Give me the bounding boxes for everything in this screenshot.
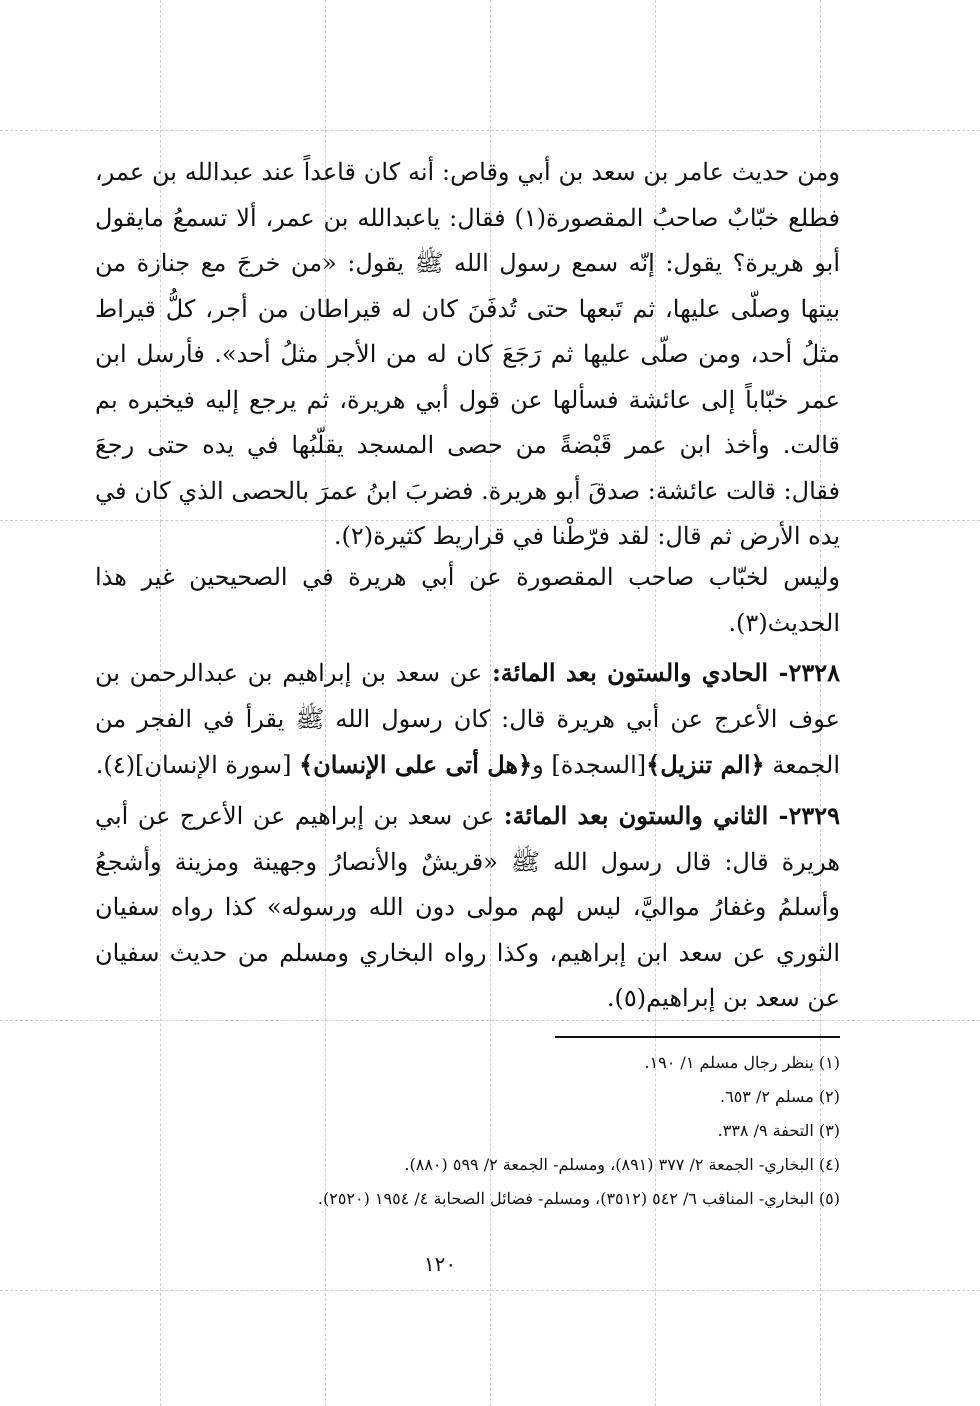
guide-line <box>0 1290 980 1291</box>
hadith-heading: ٢٣٢٩- الثاني والستون بعد المائة: <box>503 801 840 830</box>
hadith-heading: ٢٣٢٨- الحادي والستون بعد المائة: <box>491 658 840 687</box>
footnote-separator <box>555 1036 840 1038</box>
hadith-body: عن سعد بن إبراهيم بن عبدالرحمن بن عوف الأعرج عن أبي هريرة قال: كان رسول الله ﷺ يقرأ في الفجر من الجمعة <box>95 659 840 779</box>
guide-line <box>0 130 980 131</box>
quran-surah-reference: ﴿الم تنزيل﴾ <box>646 750 765 779</box>
paragraph-khabbab-note <box>95 555 840 646</box>
footnote: (١) ينظر رجال مسلم ١/ ١٩٠. <box>644 1053 840 1072</box>
footnote: (٢) مسلم ٢/ ٦٥٣. <box>720 1087 840 1106</box>
quran-surah-reference: ﴿هل أتى على الإنسان﴾ <box>299 750 533 779</box>
surah-name: [السجدة] و <box>532 751 647 779</box>
page-number: ١٢٠ <box>423 1252 457 1276</box>
paragraph-hadith-amir <box>95 150 840 560</box>
hadith-body: عن سعد بن إبراهيم عن الأعرج عن أبي هريرة قال: قال رسول الله ﷺ «قريشٌ والأنصارُ وجهينة ومزينة وأشجعُ وأسلمُ وغفارُ مواليَّ، ليس لهم مولى دون الله ورسوله» كذا رواه سفيان الثوري عن سعد ابن إبراهيم، وكذا رواه البخاري ومسلم من حديث سفيان عن سعد بن إبراهيم(٥). <box>95 802 840 1012</box>
paragraph-text: وليس لخبّاب صاحب المقصورة عن أبي هريرة في الصحيحين غير هذا الحديث(٣). <box>95 563 840 637</box>
footnote: (٥) البخاري- المناقب ٦/ ٥٤٢ (٣٥١٢)، ومسلم- فضائل الصحابة ٤/ ١٩٥٤ (٢٥٢٠). <box>317 1189 840 1208</box>
footnotes-list <box>95 1046 840 1216</box>
hadith-text <box>95 793 840 1022</box>
hadith-2328 <box>95 650 840 789</box>
hadith-2329 <box>95 793 840 1022</box>
surah-name: [سورة الإنسان](٤). <box>95 751 300 779</box>
paragraph-text: ومن حديث عامر بن سعد بن أبي وقاص: أنه كان قاعداً عند عبدالله بن عمر، فطلع خبّابٌ صاحبُ المقصورة(١) فقال: ياعبدالله بن عمر، ألا تسمعُ مايقول أبو هريرة؟ يقول: إنّه سمع رسول الله ﷺ يقول: «من خرجَ مع جنازة من بيتها وصلّى عليها، ثم تَبعها حتى تُدفَنَ كان له قيراطان من أجر، كلُّ قيراط مثلُ أحد، ومن صلّى عليها ثم رَجَعَ كان له من الأجر مثلُ أحد». فأرسل ابن عمر خبّاباً إلى عائشة فسألها عن قول أبي هريرة، ثم يرجع إليه فيخبره بم قالت. وأخذ ابن عمر قَبْضةً من حصى المسجد يقلّبُها في يده حتى رجعَ فقال: قالت عائشة: صدقَ أبو هريرة. فضربَ ابنُ عمرَ بالحصى الذي كان في يده الأرض ثم قال: لقد فرّطْنا في قراريط كثيرة(٢). <box>95 158 841 550</box>
hadith-text <box>95 650 840 789</box>
footnote: (٣) التحفة ٩/ ٣٣٨. <box>717 1121 840 1140</box>
footnote: (٤) البخاري- الجمعة ٢/ ٣٧٧ (٨٩١)، ومسلم- الجمعة ٢/ ٥٩٩ (٨٨٠). <box>404 1155 840 1174</box>
